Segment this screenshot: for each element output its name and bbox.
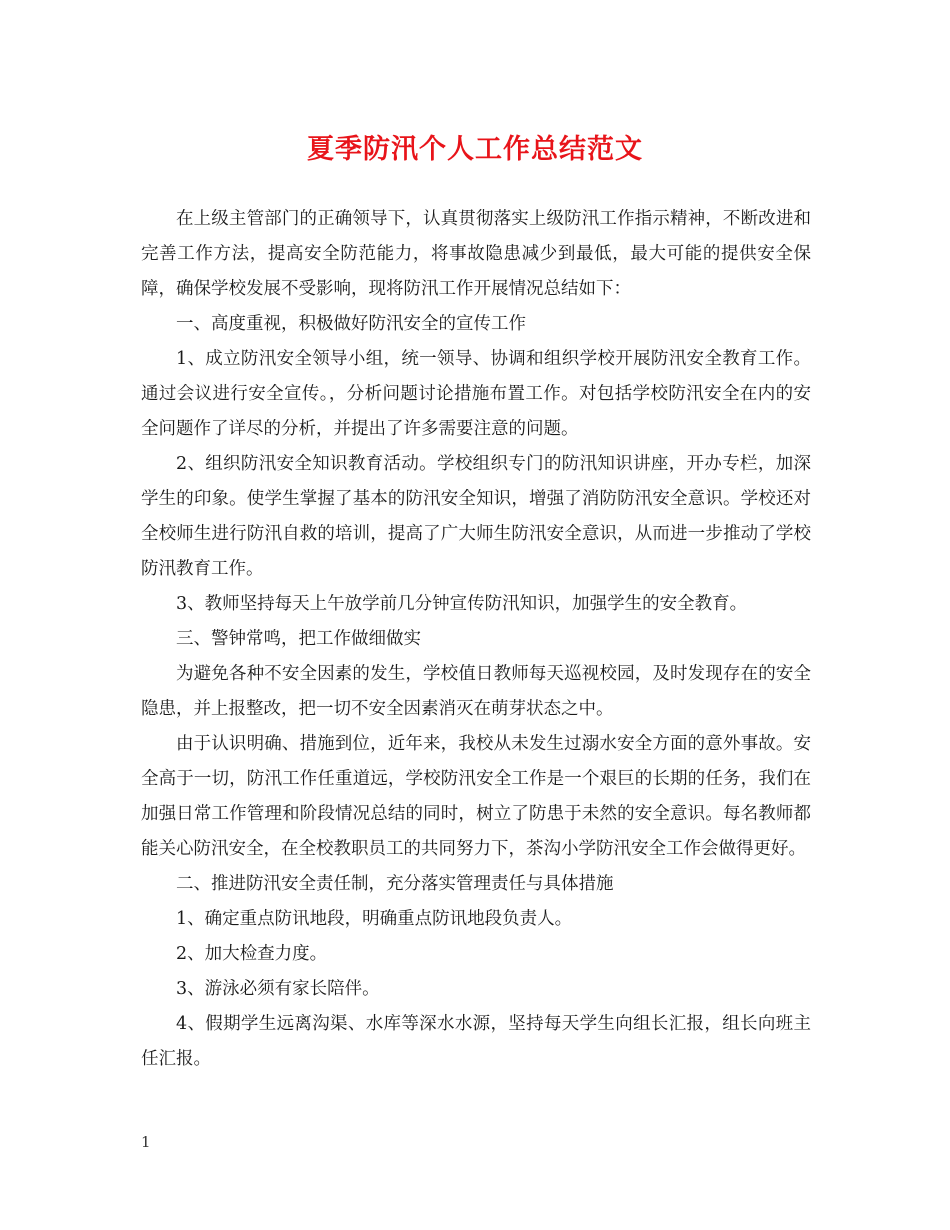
page-number: 1 xyxy=(141,1133,151,1151)
paragraph: 由于认识明确、措施到位，近年来，我校从未发生过溺水安全方面的意外事故。安全高于一切，防汛工作任重道远，学校防汛安全工作是一个艰巨的长期的任务，我们在加强日常工作管理和阶段情况总结的同时，树立了防患于未然的安全意识。每名教师都能关心防汛安全，在全校教职员工的共同努力下，茶沟小学防汛安全工作会做得更好。 xyxy=(141,734,811,859)
paragraph-item: 3、游泳必须有家长陪伴。 xyxy=(176,979,380,999)
section-heading-1: 一、高度重视，积极做好防汛安全的宣传工作 xyxy=(176,314,526,334)
section-heading-3: 三、警钟常鸣，把工作做细做实 xyxy=(176,629,421,649)
paragraph-item: 1、确定重点防讯地段，明确重点防讯地段负责人。 xyxy=(176,909,573,929)
paragraph: 为避免各种不安全因素的发生，学校值日教师每天巡视校园，及时发现存在的安全隐患，并上报整改，把一切不安全因素消灭在萌芽状态之中。 xyxy=(141,664,811,719)
paragraph-item: 3、教师坚持每天上午放学前几分钟宣传防汛知识，加强学生的安全教育。 xyxy=(176,594,748,614)
section-heading-2: 二、推进防汛安全责任制，充分落实管理责任与具体措施 xyxy=(176,874,614,894)
document-title: 夏季防汛个人工作总结范文 xyxy=(307,134,643,165)
paragraph-item: 2、加大检查力度。 xyxy=(176,944,328,964)
paragraph-intro: 在上级主管部门的正确领导下，认真贯彻落实上级防汛工作指示精神，不断改进和完善工作方法，提高安全防范能力，将事故隐患减少到最低，最大可能的提供安全保障，确保学校发展不受影响，现将防汛工作开展情况总结如下： xyxy=(141,209,811,299)
paragraph-item: 1、成立防汛安全领导小组，统一领导、协调和组织学校开展防汛安全教育工作。通过会议进行安全宣传。，分析问题讨论措施布置工作。对包括学校防汛安全在内的安全问题作了详尽的分析，并提出了许多需要注意的问题。 xyxy=(141,349,811,439)
paragraph-item: 2、组织防汛安全知识教育活动。学校组织专门的防汛知识讲座，开办专栏，加深学生的印象。使学生掌握了基本的防汛安全知识，增强了消防防汛安全意识。学校还对全校师生进行防汛自救的培训，提高了广大师生防汛安全意识，从而进一步推动了学校防汛教育工作。 xyxy=(141,454,811,579)
document-body xyxy=(141,202,811,1077)
paragraph-item: 4、假期学生远离沟渠、水库等深水水源，坚持每天学生向组长汇报，组长向班主任汇报。 xyxy=(141,1014,811,1069)
